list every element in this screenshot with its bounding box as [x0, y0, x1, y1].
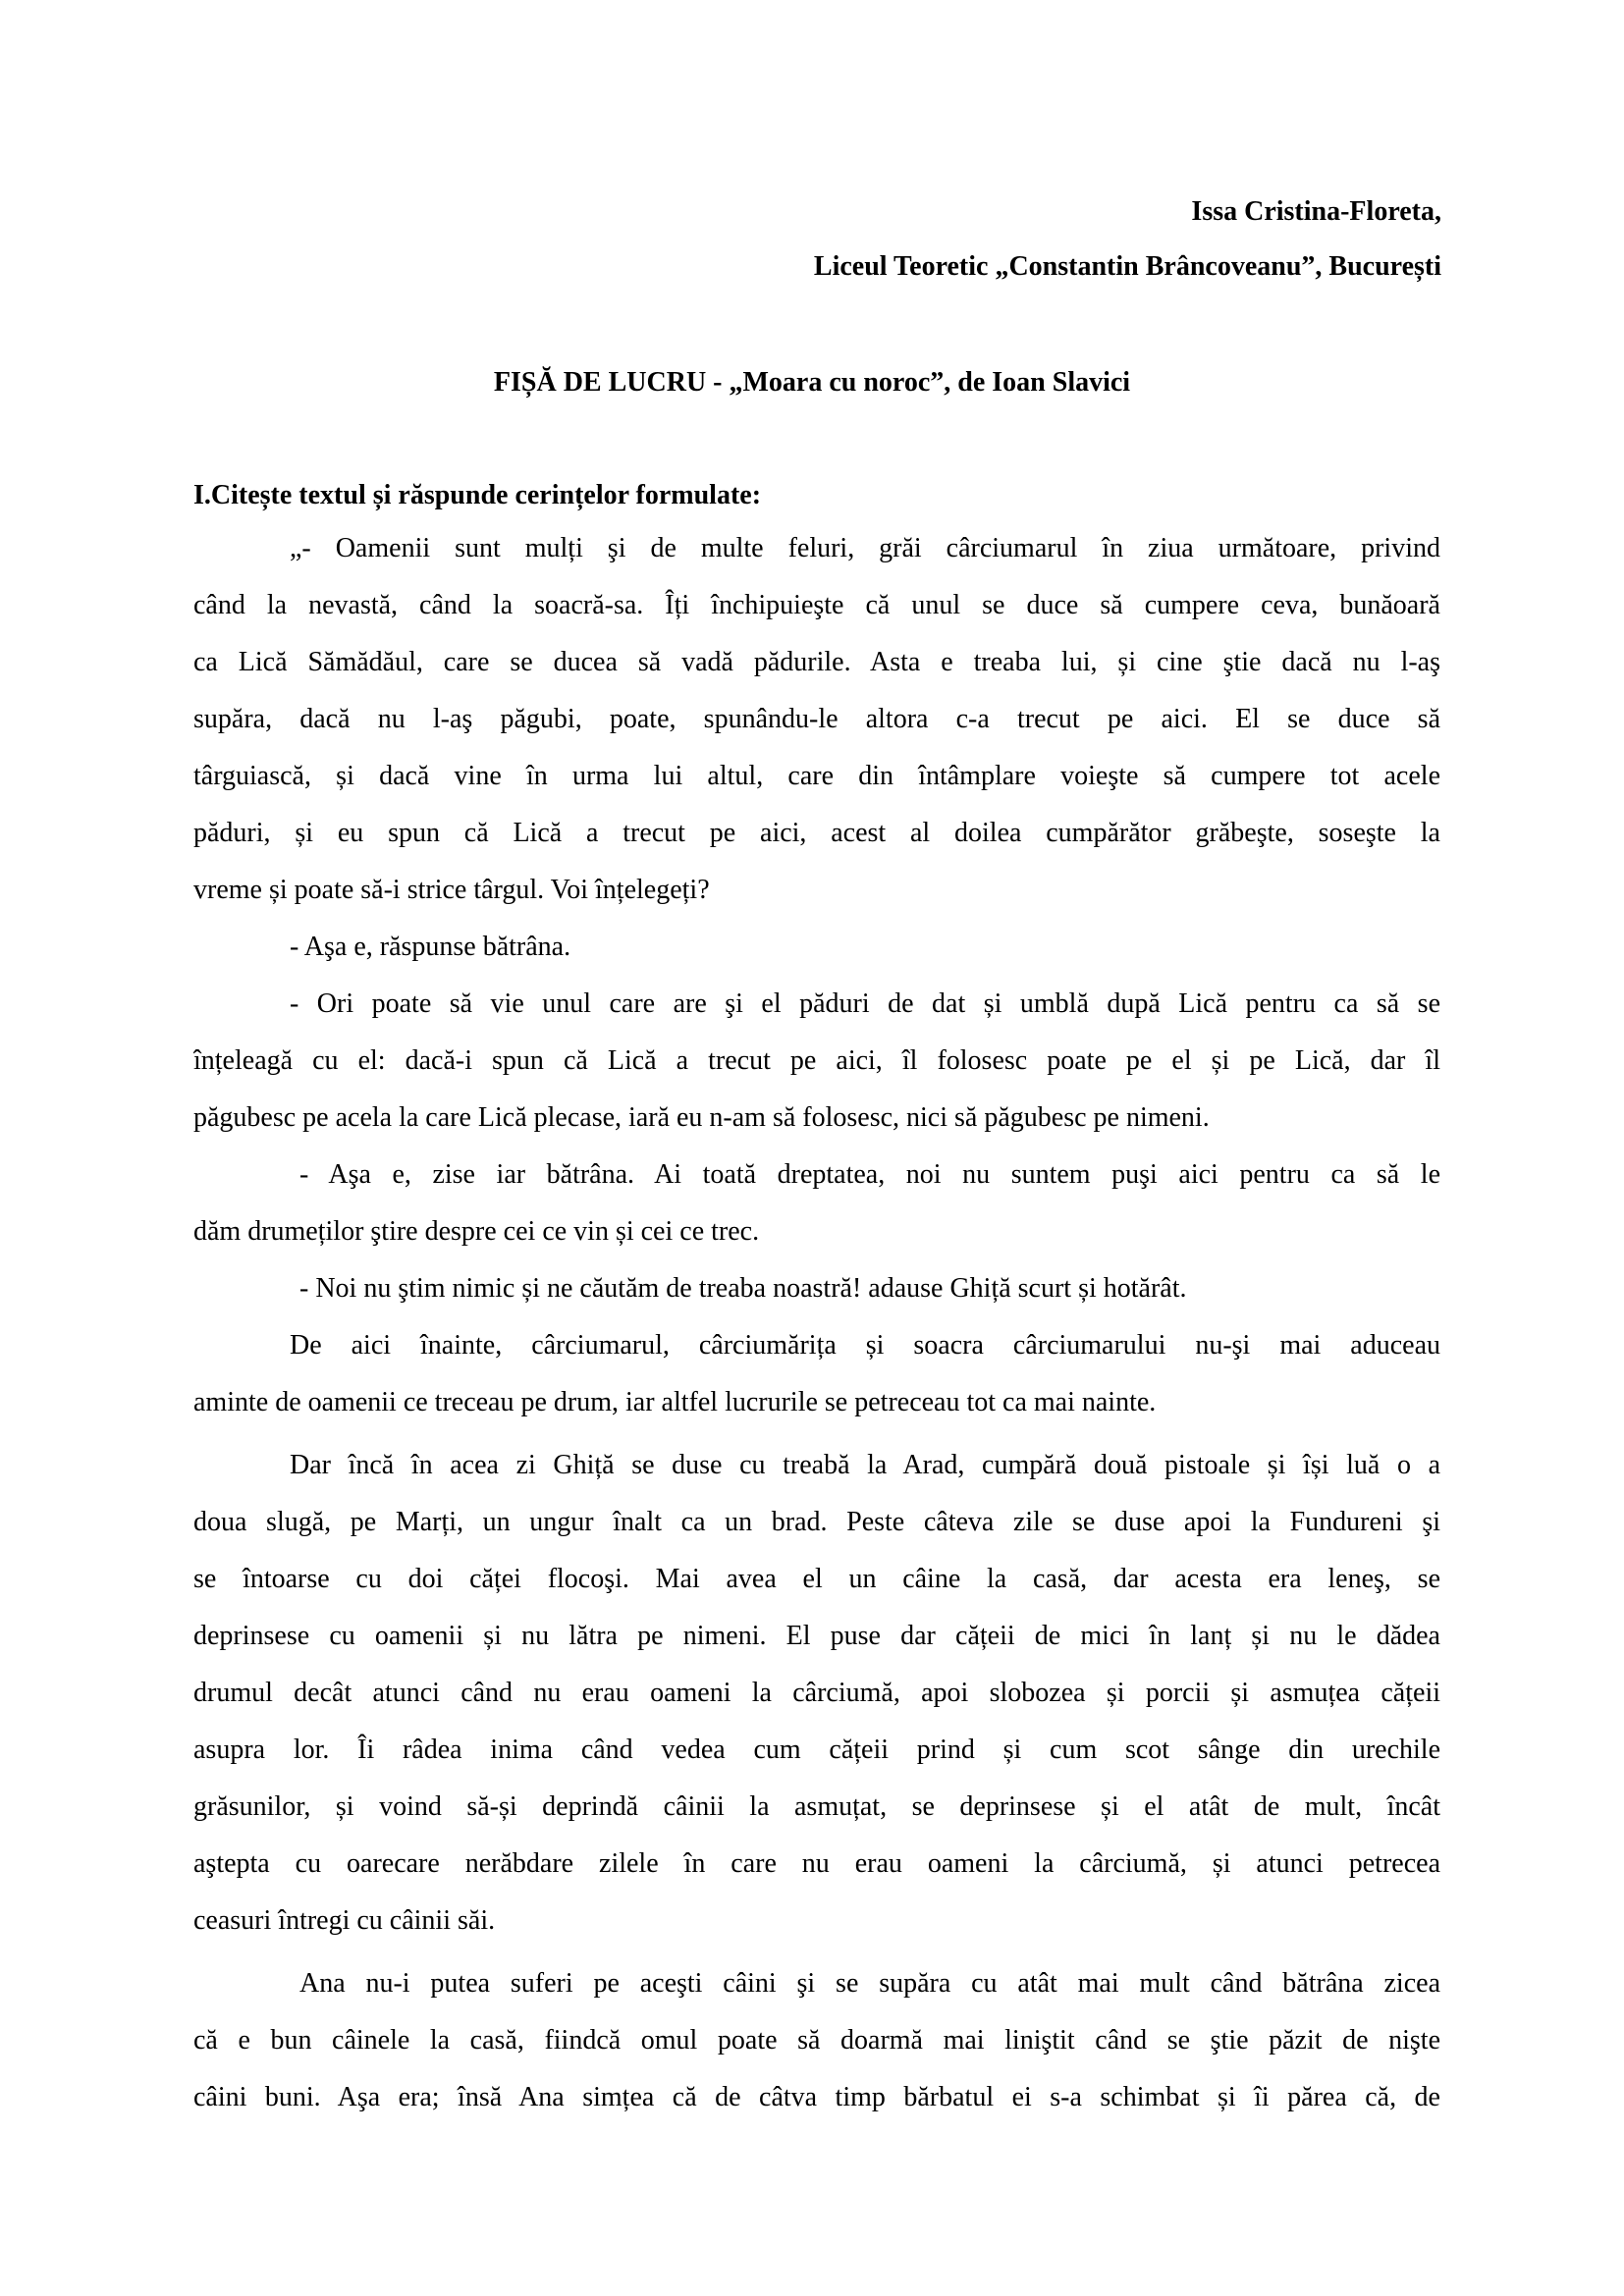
text-line: - Aşa e, zise iar bătrâna. Ai toată dreptatea, noi nu suntem puşi aici pentru ca să le — [299, 1159, 1440, 1190]
text-line: - Ori poate să vie unul care are şi el păduri de dat și umblă după Lică pentru ca să se — [290, 988, 1440, 1019]
worksheet-title: FIȘĂ DE LUCRU - „Moara cu noroc”, de Ioan Slavici — [493, 367, 1131, 398]
text-line: păgubesc pe acela la care Lică plecase, iară eu n-am să folosesc, nici să păgubesc pe nimeni. — [193, 1102, 1210, 1133]
text-line: - Aşa e, răspunse bătrâna. — [290, 932, 571, 962]
text-line: Dar încă în acea zi Ghiță se duse cu treabă la Arad, cumpără două pistoale și își luă o a — [290, 1450, 1440, 1480]
excerpt-text — [193, 520, 1440, 2126]
text-line: înțeleagă cu el: dacă-i spun că Lică a trecut pe aici, îl folosesc poate pe el și pe Lică, dar îl — [193, 1045, 1440, 1076]
text-line: drumul decât atunci când nu erau oameni la cârciumă, apoi slobozea și porcii și asmuțea cățeii — [193, 1678, 1440, 1708]
text-line: câini buni. Aşa era; însă Ana simțea că de câtva timp bărbatul ei s-a schimbat și îi părea că, de — [193, 2082, 1440, 2112]
text-line: asupra lor. Îi râdea inima când vedea cum cățeii prind și cum scot sânge din urechile — [193, 1735, 1440, 1765]
text-line: că e bun câinele la casă, fiindcă omul poate să doarmă mai liniştit când se ştie păzit de nişte — [193, 2025, 1440, 2056]
text-line: De aici înainte, cârciumarul, cârciumărița și soacra cârciumarului nu-şi mai aduceau — [290, 1330, 1440, 1361]
text-line: ca Lică Sămădăul, care se ducea să vadă pădurile. Asta e treaba lui, și cine ştie dacă nu l-aş — [193, 647, 1440, 677]
text-line: deprinsese cu oamenii și nu lătra pe nimeni. El puse dar cățeii de mici în lanț și nu le dădea — [193, 1621, 1440, 1651]
text-line: păduri, și eu spun că Lică a trecut pe aici, acest al doilea cumpărător grăbeşte, soseşte la — [193, 818, 1440, 848]
text-line: dăm drumeților ştire despre cei ce vin și cei ce trec. — [193, 1216, 760, 1247]
text-line: când la nevastă, când la soacră-sa. Îți închipuieşte că unul se duce să cumpere ceva, bunăoară — [193, 590, 1440, 620]
text-line: aminte de oamenii ce treceau pe drum, iar altfel lucrurile se petreceau tot ca mai nainte. — [193, 1387, 1157, 1417]
text-line: se întoarse cu doi căței flocoşi. Mai avea el un câine la casă, dar acesta era leneş, se — [193, 1564, 1440, 1594]
text-line: „- Oamenii sunt mulți şi de multe feluri, grăi cârciumarul în ziua următoare, privind — [290, 533, 1440, 563]
text-line: supăra, dacă nu l-aş păgubi, poate, spunându-le altora c-a trecut pe aici. El se duce să — [193, 704, 1440, 734]
task-heading: I.Citește textul și răspunde cerințelor formulate: — [193, 480, 762, 510]
text-line: doua slugă, pe Marți, un ungur înalt ca un brad. Peste câteva zile se duse apoi la Fundureni şi — [193, 1507, 1440, 1537]
text-line: vreme și poate să-i strice târgul. Voi înțelegeți? — [193, 875, 710, 905]
school-name: Liceul Teoretic „Constantin Brâncoveanu”, București — [813, 251, 1441, 282]
text-line: - Noi nu ştim nimic și ne căutăm de treaba noastră! adause Ghiță scurt și hotărât. — [299, 1273, 1187, 1304]
text-line: târguiască, și dacă vine în urma lui altul, care din întâmplare voieşte să cumpere tot acele — [193, 761, 1440, 791]
text-line: Ana nu-i putea suferi pe aceşti câini şi se supăra cu atât mai mult când bătrâna zicea — [299, 1968, 1440, 1999]
author-name: Issa Cristina-Floreta, — [1191, 196, 1441, 227]
text-line: aştepta cu oarecare nerăbdare zilele în care nu erau oameni la cârciumă, și atunci petrecea — [193, 1848, 1440, 1879]
text-line: ceasuri întregi cu câinii săi. — [193, 1905, 496, 1936]
text-line: grăsunilor, și voind să-și deprindă câinii la asmuțat, se deprinsese și el atât de mult, încât — [193, 1791, 1440, 1822]
